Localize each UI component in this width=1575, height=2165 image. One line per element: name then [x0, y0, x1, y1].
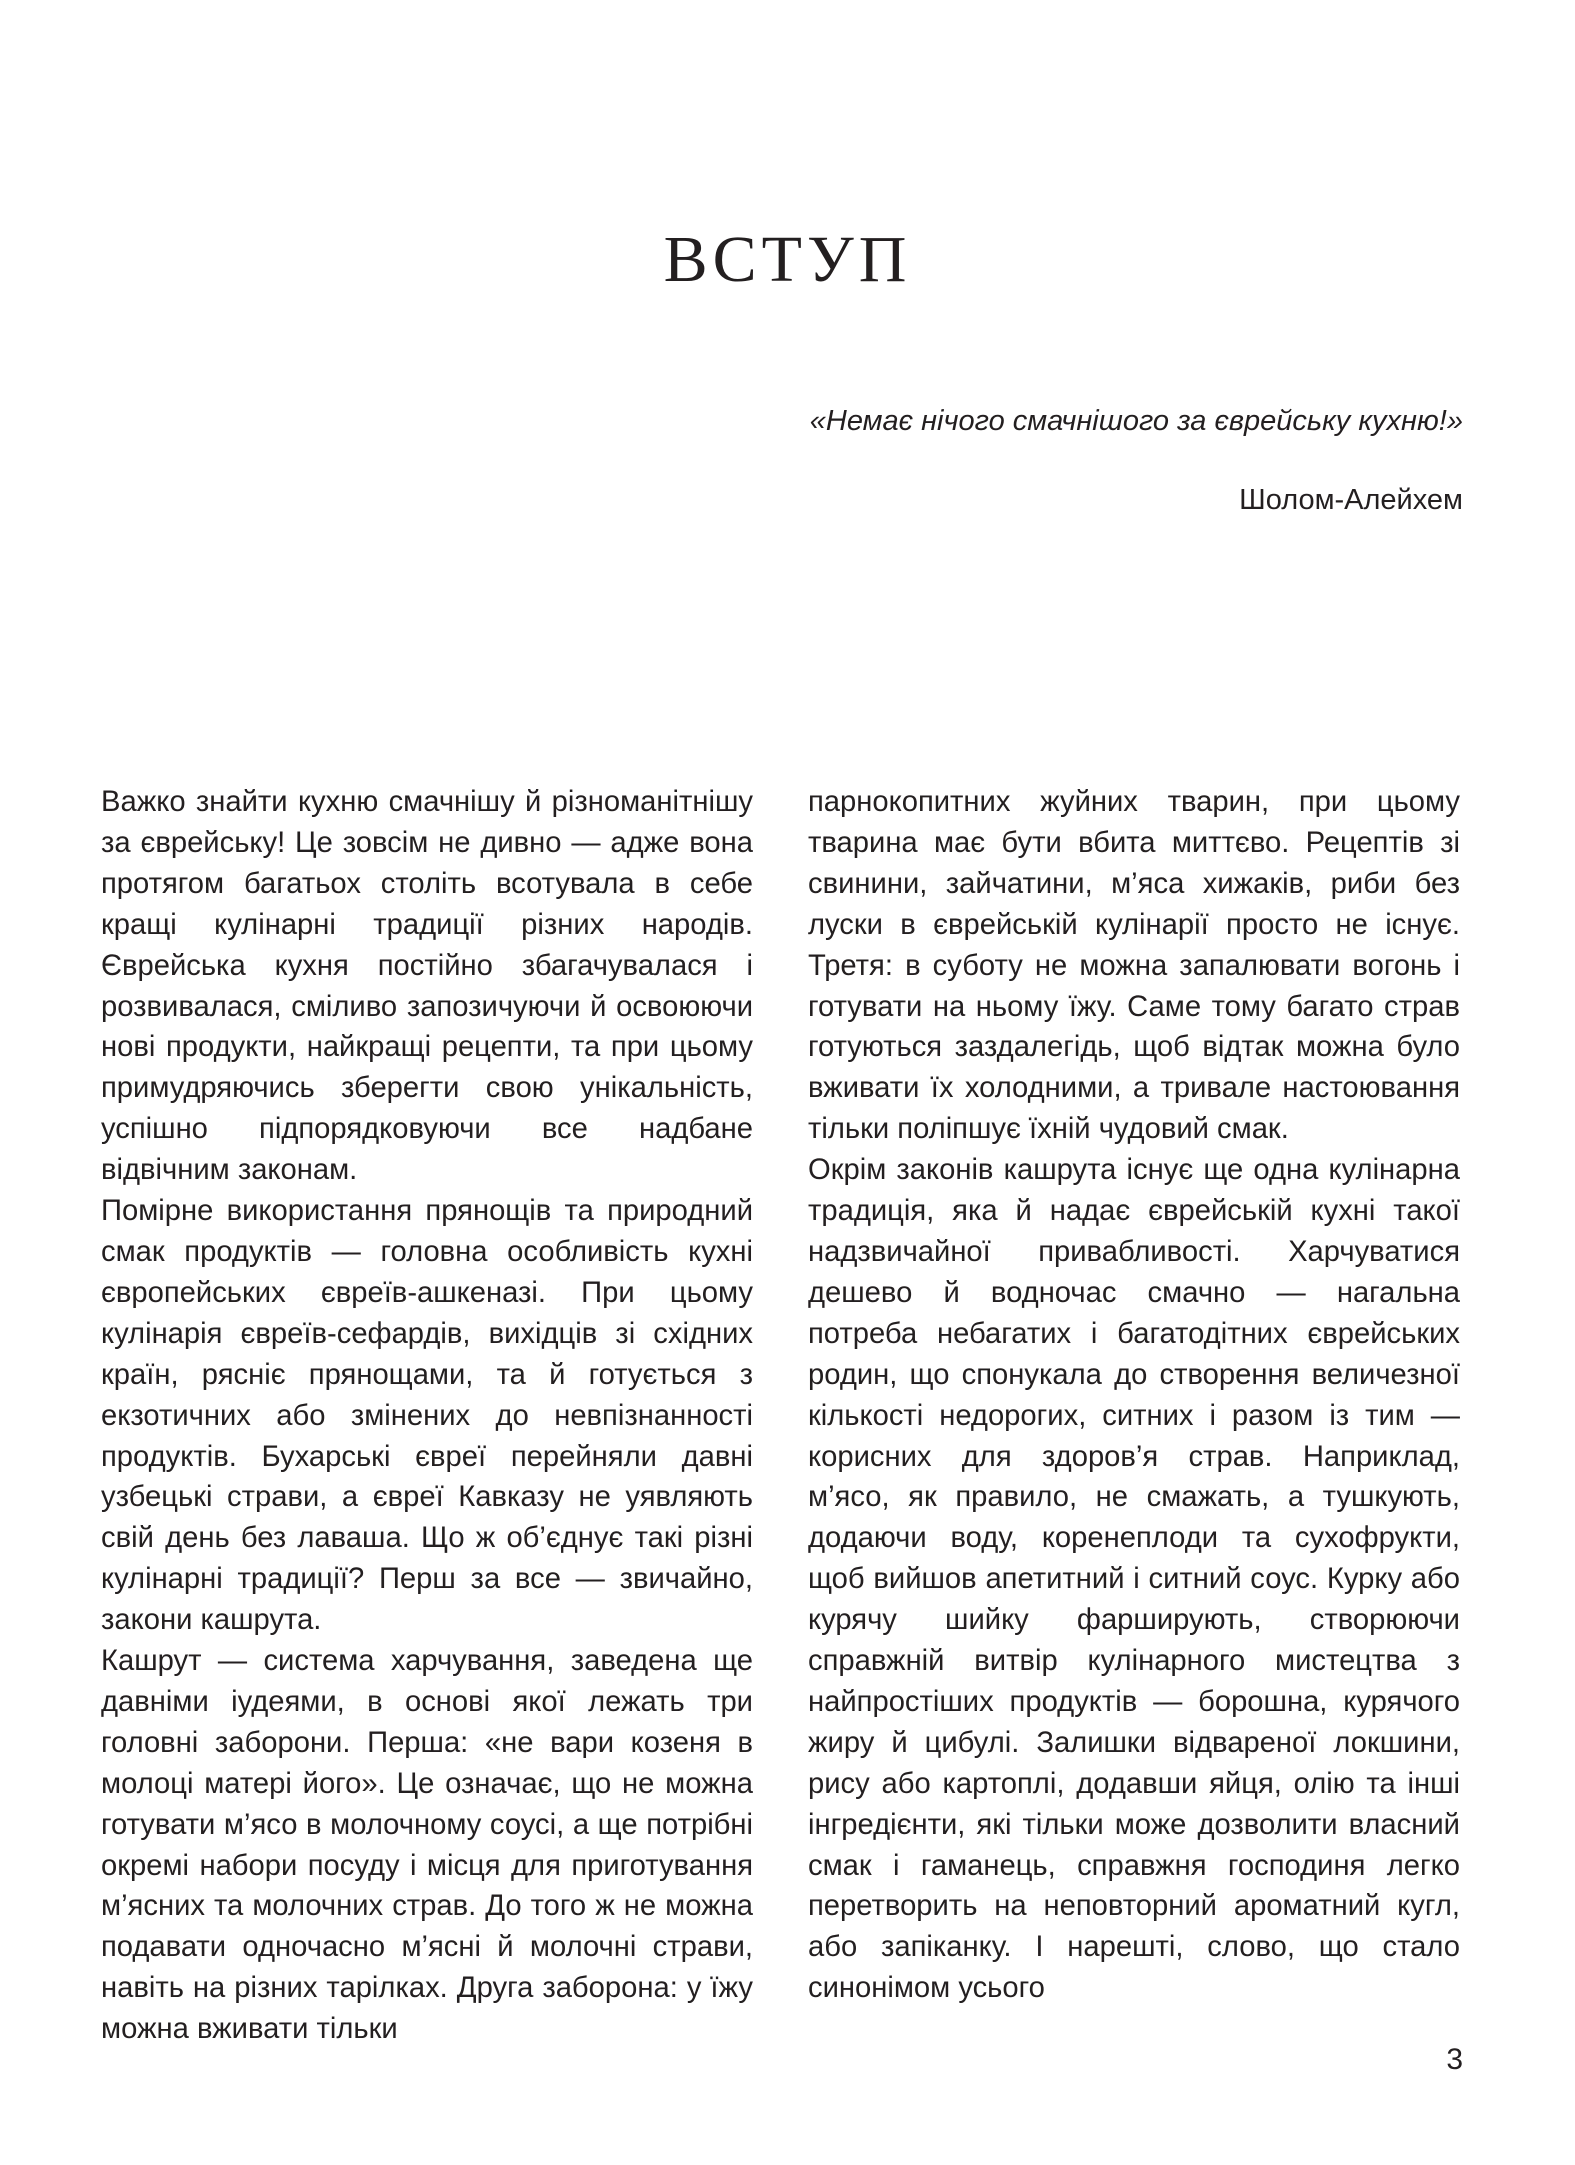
- page-number: 3: [1446, 2043, 1463, 2076]
- epigraph-author: Шолом-Алейхем: [1239, 484, 1463, 516]
- left-column: [101, 782, 753, 2050]
- left-paragraph-2: Помірне використання прянощів та природний смак продуктів — головна особливість кухні європейських євреїв-ашкеназі. При цьому кулінарія євреїв-сефардів, вихідців зі східних країн, рясніє прянощами, та й готується з екзотичних або змінених до невпізнанності продуктів. Бухарські євреї перейняли давні узбецькі страви, а євреї Кавказу не уявляють свій день без лаваша. Що ж об’єднує такі різні кулінарні традиції? Перш за все — звичайно, закони кашрута.: [101, 1195, 753, 1637]
- page-title: ВСТУП: [663, 223, 912, 296]
- left-paragraph-1: Важко знайти кухню смачнішу й різноманітнішу за єврейську! Це зовсім не дивно — адже вона протягом багатьох століть всотувала в себе кращі кулінарні традиції різних народів. Єврейська кухня постійно збагачувалася і розвивалася, сміливо запозичуючи й освоюючи нові продукти, найкращі рецепти, та при цьому примудряючись зберегти свою унікальність, успішно підпорядковуючи все надбане відвічним законам.: [101, 786, 753, 1187]
- epigraph-quote: «Немає нічого смачнішого за єврейську кухню!»: [809, 405, 1463, 437]
- right-column: [808, 782, 1460, 2009]
- left-paragraph-3: Кашрут — система харчування, заведена ще давніми іудеями, в основі якої лежать три головні заборони. Перша: «не вари козеня в молоці матері його». Це означає, що не можна готувати м’ясо в молочному соусі, а ще потрібні окремі набори посуду і місця для приготування м’ясних та молочних страв. До того ж не можна подавати одночасно м’ясні й молочні страви, навіть на різних тарілках. Друга заборона: у їжу можна вживати тільки: [101, 1645, 753, 2046]
- right-paragraph-1: парнокопитних жуйних тварин, при цьому тварина має бути вбита миттєво. Рецептів зі свинини, зайчатини, м’яса хижаків, риби без луски в єврейській кулінарії просто не існує. Третя: в суботу не можна запалювати вогонь і готувати на ньому їжу. Саме тому багато страв готуються заздалегідь, щоб відтак можна було вживати їх холодними, а тривале настоювання тільки поліпшує їхній чудовий смак.: [808, 786, 1460, 1146]
- right-paragraph-2: Окрім законів кашрута існує ще одна кулінарна традиція, яка й надає єврейській кухні такої надзвичайної привабливості. Харчуватися дешево й водночас смачно — нагальна потреба небагатих і багатодітних єврейських родин, що спонукала до створення величезної кількості недорогих, ситних і разом із тим — корисних для здоров’я страв. Наприклад, м’ясо, як правило, не смажать, а тушкують, додаючи воду, коренеплоди та сухофрукти, щоб вийшов апетитний і ситний соус. Курку або курячу шийку фарширують, створюючи справжній витвір кулінарного мистецтва з найпростіших продуктів — борошна, курячого жиру й цибулі. Залишки відвареної локшини, рису або картоплі, додавши яйця, олію та інші інгредієнти, які тільки може дозволити власний смак і гаманець, справжня господиня легко перетворить на неповторний ароматний кугл, або запіканку. І нарешті, слово, що стало синонімом усього: [808, 1154, 1460, 2005]
